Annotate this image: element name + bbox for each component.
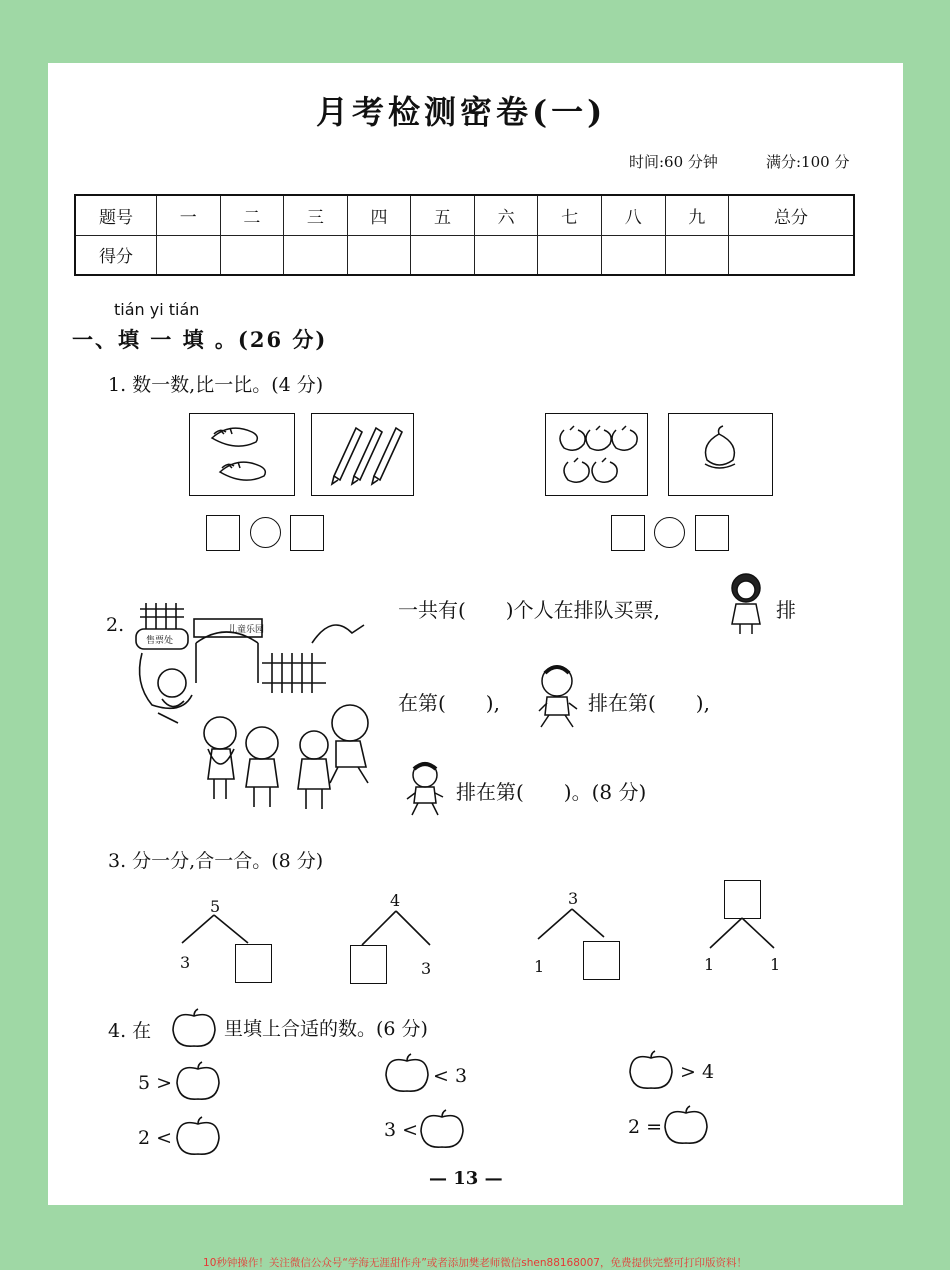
q2-line1-end: 排 — [776, 598, 796, 622]
score-col-8: 八 — [601, 195, 665, 235]
girl-icon — [726, 570, 766, 638]
q2-line1: 一共有( )个人在排队买票, — [398, 598, 660, 622]
compare-circle[interactable] — [250, 517, 281, 548]
peach-icon — [546, 414, 647, 495]
score-cell[interactable] — [411, 235, 475, 275]
q4-item-before: 2 = — [628, 1116, 663, 1138]
tree-right-number: 1 — [770, 955, 781, 974]
tree-left-number: 1 — [534, 957, 545, 976]
score-cell[interactable] — [729, 235, 854, 275]
score-cell[interactable] — [347, 235, 411, 275]
apple-answer[interactable] — [418, 1109, 466, 1149]
score-col-3: 三 — [284, 195, 348, 235]
tree-right-number: 3 — [421, 959, 432, 978]
running-boy-icon — [535, 663, 579, 733]
score-table-score-row — [75, 235, 854, 275]
queue-illustration — [132, 603, 382, 833]
q4-item-before: 2 < — [138, 1127, 173, 1149]
answer-box[interactable] — [206, 515, 240, 551]
answer-box[interactable] — [290, 515, 324, 551]
q4-item-after: < 3 — [433, 1065, 468, 1087]
answer-box[interactable] — [611, 515, 645, 551]
promo-banner: 10秒钟操作！关注微信公众号“学海无涯甜作舟”或者添加樊老师微信shen88168007，免费提供完整可打印版资料！ — [203, 1257, 747, 1269]
ticket-sign-label: 售票处 — [146, 636, 174, 646]
tree-top-number: 4 — [390, 891, 401, 910]
tree-top-number: 5 — [210, 897, 221, 916]
exam-title: 月考检测密卷(一) — [316, 93, 607, 131]
score-cell[interactable] — [474, 235, 538, 275]
hat-icon — [190, 414, 294, 495]
score-col-total: 总分 — [729, 195, 854, 235]
q3-title: 3. 分一分,合一合。(8 分) — [108, 850, 324, 872]
running-boy-icon — [405, 761, 445, 821]
score-cell[interactable] — [601, 235, 665, 275]
section-title: 一、填 一 填 。(26 分) — [72, 327, 328, 352]
hats-picture — [189, 413, 295, 496]
apple-answer[interactable] — [174, 1061, 222, 1101]
score-cell[interactable] — [157, 235, 221, 275]
score-cell[interactable] — [538, 235, 602, 275]
apple-answer[interactable] — [662, 1105, 710, 1145]
q2-line3: 排在第( )。(8 分) — [456, 780, 647, 804]
apple-answer[interactable] — [174, 1116, 222, 1156]
compare-circle[interactable] — [654, 517, 685, 548]
q4-item-after: > 4 — [680, 1061, 715, 1083]
tree-left-number: 3 — [180, 953, 191, 972]
pencils-picture — [311, 413, 414, 496]
answer-box[interactable] — [724, 880, 761, 919]
tree-top-number: 3 — [568, 889, 579, 908]
section-pinyin: tián yi tián — [114, 300, 200, 319]
q4-title-pre: 4. 在 — [108, 1020, 152, 1042]
q2-number: 2. — [106, 614, 125, 636]
park-sign-label: 儿童乐园 — [228, 625, 265, 635]
split-lines — [178, 915, 258, 945]
score-table-row-label: 题号 — [75, 195, 157, 235]
score-col-5: 五 — [411, 195, 475, 235]
score-col-7: 七 — [538, 195, 602, 235]
apple-icon — [170, 1008, 218, 1048]
answer-box[interactable] — [695, 515, 729, 551]
score-col-4: 四 — [347, 195, 411, 235]
answer-box[interactable] — [583, 941, 620, 980]
page-number: — 13 — — [429, 1168, 503, 1189]
score-table-row-label: 得分 — [75, 235, 157, 275]
score-cell[interactable] — [220, 235, 284, 275]
answer-box[interactable] — [350, 945, 387, 984]
full-score: 满分:100 分 — [766, 153, 850, 171]
peach-icon — [669, 414, 772, 495]
score-col-9: 九 — [665, 195, 729, 235]
pencil-icon — [312, 414, 413, 495]
score-col-1: 一 — [157, 195, 221, 235]
apple-answer[interactable] — [627, 1050, 675, 1090]
score-cell[interactable] — [665, 235, 729, 275]
q4-item-before: 3 < — [384, 1119, 419, 1141]
split-lines — [708, 918, 778, 950]
time-limit: 时间:60 分钟 — [629, 153, 718, 171]
split-lines — [536, 909, 616, 939]
score-table-header-row — [75, 195, 854, 235]
score-col-6: 六 — [474, 195, 538, 235]
q4-item-before: 5 > — [138, 1072, 173, 1094]
score-col-2: 二 — [220, 195, 284, 235]
peaches-picture — [545, 413, 648, 496]
score-table — [74, 194, 855, 276]
single-peach-picture — [668, 413, 773, 496]
q4-title-post: 里填上合适的数。(6 分) — [224, 1018, 428, 1040]
q2-line2a: 在第( ), — [398, 691, 500, 715]
score-cell[interactable] — [284, 235, 348, 275]
q2-line2b: 排在第( ), — [588, 691, 710, 715]
split-lines — [358, 911, 438, 947]
apple-answer[interactable] — [383, 1053, 431, 1093]
exam-paper — [48, 63, 903, 1205]
tree-left-number: 1 — [704, 955, 715, 974]
answer-box[interactable] — [235, 944, 272, 983]
q1-title: 1. 数一数,比一比。(4 分) — [108, 374, 324, 396]
